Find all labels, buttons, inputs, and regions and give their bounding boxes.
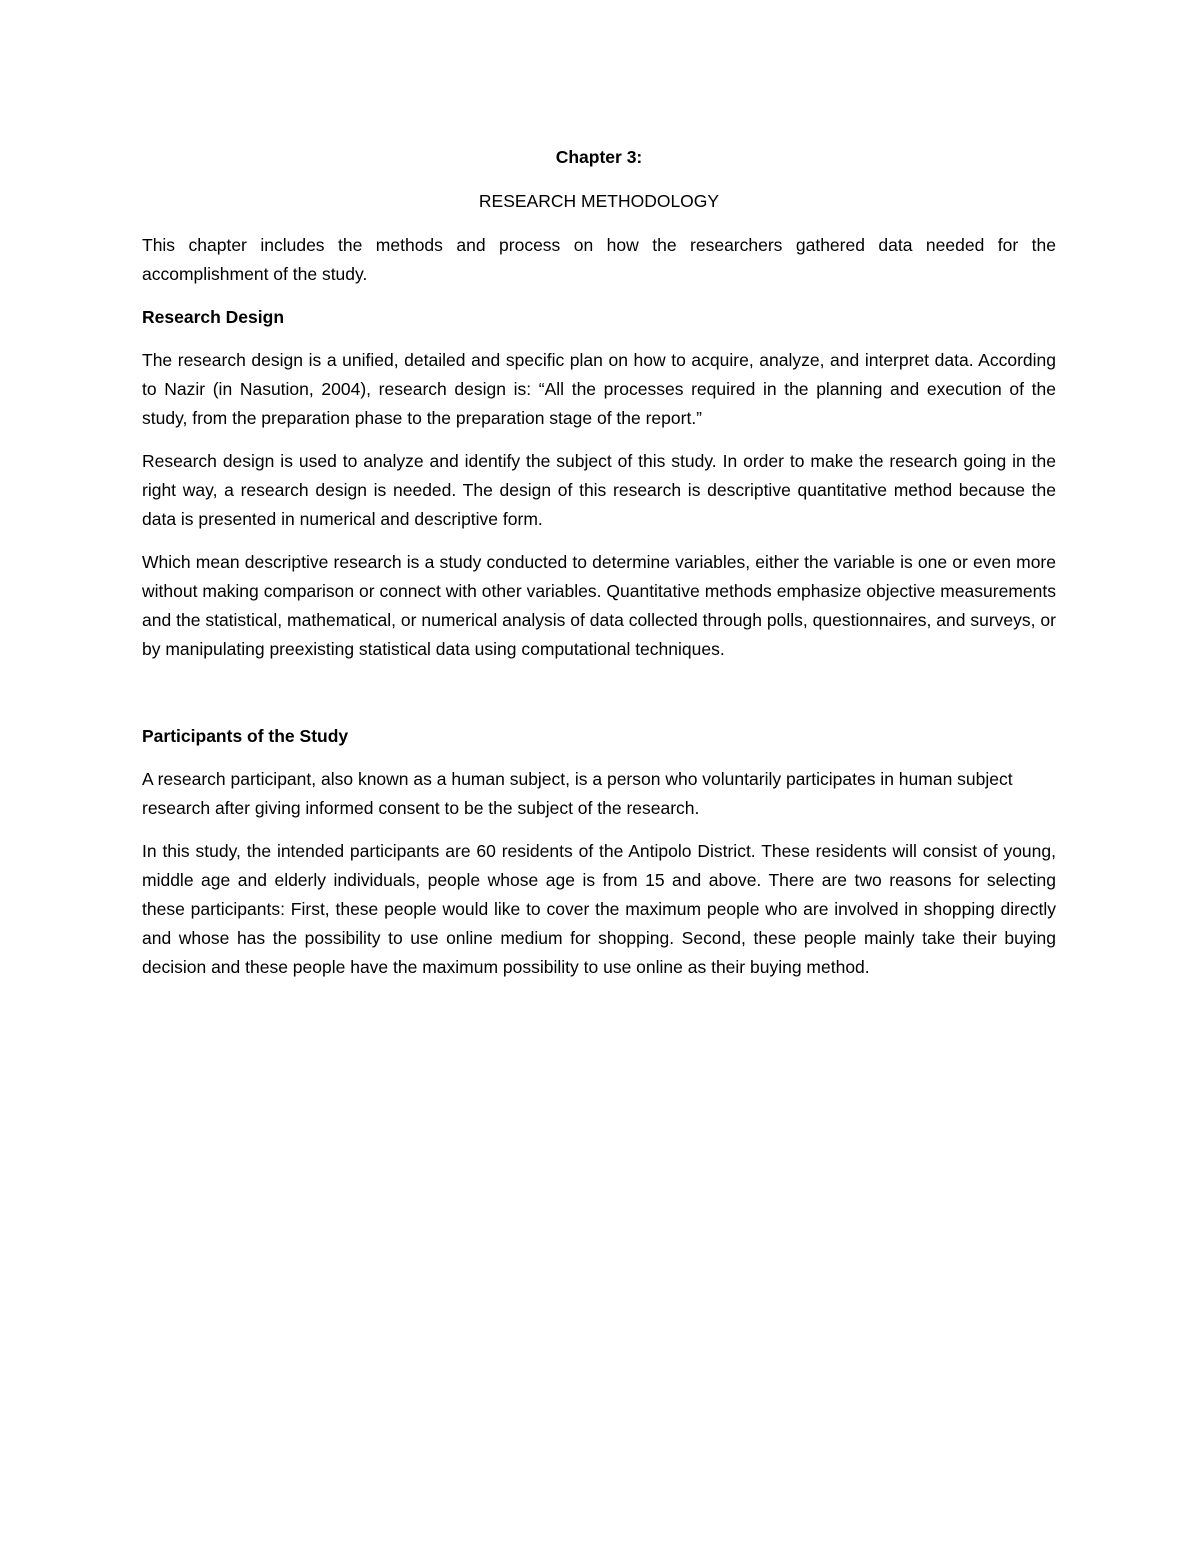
research-design-paragraph-3: Which mean descriptive research is a study conducted to determine variables, either the variable is one or even more without making comparison or connect with other variables. Quantitative methods emphasize objective measurements and the statistical, mathematical, or numerical analysis of data collected through polls, questionnaires, and surveys, or by manipulating preexisting statistical data using computational techniques.: [142, 552, 1056, 659]
document-body: [142, 143, 1056, 996]
research-design-paragraph-2: Research design is used to analyze and identify the subject of this study. In order to make the research going in the right way, a research design is needed. The design of this research is descriptive quantitative method because the data is presented in numerical and descriptive form.: [142, 451, 1056, 529]
participants-paragraph-2: In this study, the intended participants are 60 residents of the Antipolo District. These residents will consist of young, middle age and elderly individuals, people whose age is from 15 and above. There are two reasons for selecting these participants: First, these people would like to cover the maximum people who are involved in shopping directly and whose has the possibility to use online medium for shopping. Second, these people mainly take their buying decision and these people have the maximum possibility to use online as their buying method.: [142, 841, 1056, 977]
intro-paragraph: This chapter includes the methods and process on how the researchers gathered data needed for the accomplishment of the study.: [142, 235, 1056, 284]
participants-paragraph-1: A research participant, also known as a human subject, is a person who voluntarily participates in human subject research after giving informed consent to be the subject of the research.: [142, 769, 1013, 818]
research-design-paragraph-1: The research design is a unified, detailed and specific plan on how to acquire, analyze, and interpret data. According to Nazir (in Nasution, 2004), research design is: “All the processes required in the planning and execution of the study, from the preparation phase to the preparation stage of the report.”: [142, 350, 1056, 428]
chapter-title: RESEARCH METHODOLOGY: [478, 191, 720, 211]
section-spacer: [142, 678, 1056, 722]
section-heading-research-design: Research Design: [142, 307, 285, 327]
chapter-label: Chapter 3:: [555, 147, 643, 167]
section-heading-participants: Participants of the Study: [142, 726, 349, 746]
